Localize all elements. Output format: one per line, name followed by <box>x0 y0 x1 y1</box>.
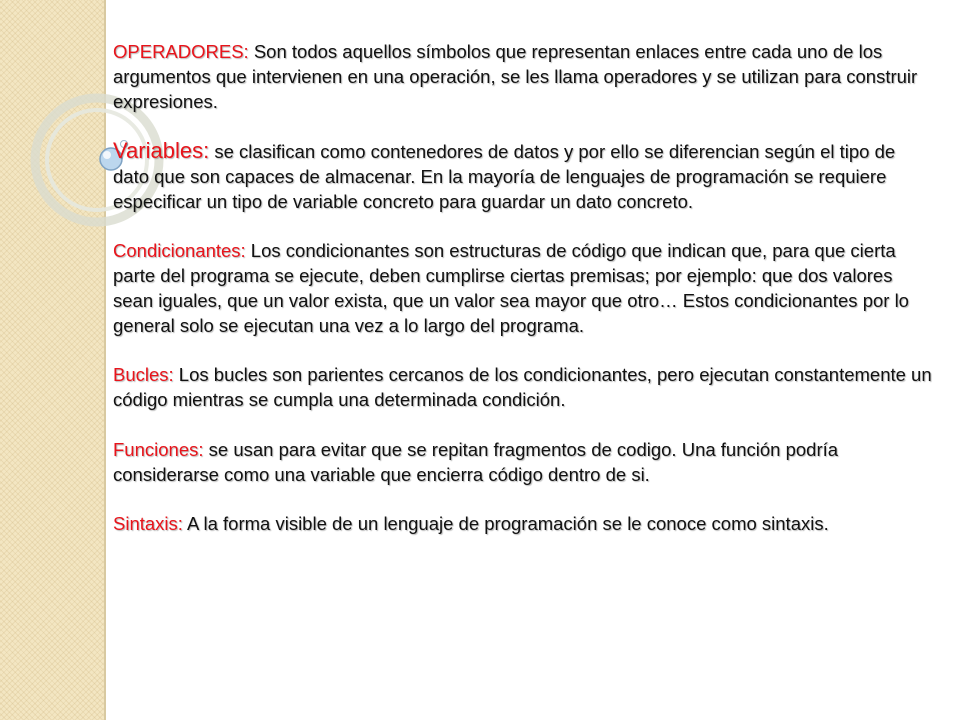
label-bucles: Bucles: <box>113 364 174 386</box>
label-variables: Variables: <box>113 138 210 164</box>
text-operadores: Son todos aquellos símbolos que representan enlaces entre cada uno de los argumentos que intervienen en una operación, se les llama operadores y se utilizan para construir expresiones. <box>113 41 918 112</box>
bubble-highlight-circle <box>103 151 111 159</box>
label-sintaxis: Sintaxis: <box>113 513 183 535</box>
text-funciones: se usan para evitar que se repitan fragmentos de codigo. Una función podría considerarse como una variable que encierra código dentro de si. <box>113 438 839 485</box>
paragraph-variables <box>113 139 933 214</box>
text-variables: se clasifican como contenedores de datos y por ello se diferencian según el tipo de dato que son capaces de almacenar. En la mayoría de lenguajes de programación se requiere especificar un tipo de variable concreto para guardar un dato concreto. <box>113 141 896 212</box>
paragraph-operadores <box>113 40 933 114</box>
text-sintaxis: A la forma visible de un lenguaje de programación se le conoce como sintaxis. <box>182 513 829 535</box>
paragraph-sintaxis <box>113 512 933 537</box>
label-funciones: Funciones: <box>113 438 204 460</box>
paragraph-condicionantes <box>113 239 933 338</box>
paragraph-funciones <box>113 438 933 488</box>
text-bucles: Los bucles son parientes cercanos de los condicionantes, pero ejecutan constantemente un código mientras se cumpla una determinada condición. <box>113 364 932 411</box>
label-condicionantes: Condicionantes: <box>113 240 246 262</box>
main-text <box>113 40 933 562</box>
label-operadores: OPERADORES: <box>113 41 249 62</box>
paragraph-bucles <box>113 363 933 413</box>
text-condicionantes: Los condicionantes son estructuras de código que indican que, para que cierta parte del programa se ejecute, deben cumplirse ciertas premisas; por ejemplo: que dos valores sean iguales, que un valor exista, que un valor sea mayor que otro… Estos condicionantes por lo general solo se ejecutan una vez a lo largo del programa. <box>113 240 909 336</box>
